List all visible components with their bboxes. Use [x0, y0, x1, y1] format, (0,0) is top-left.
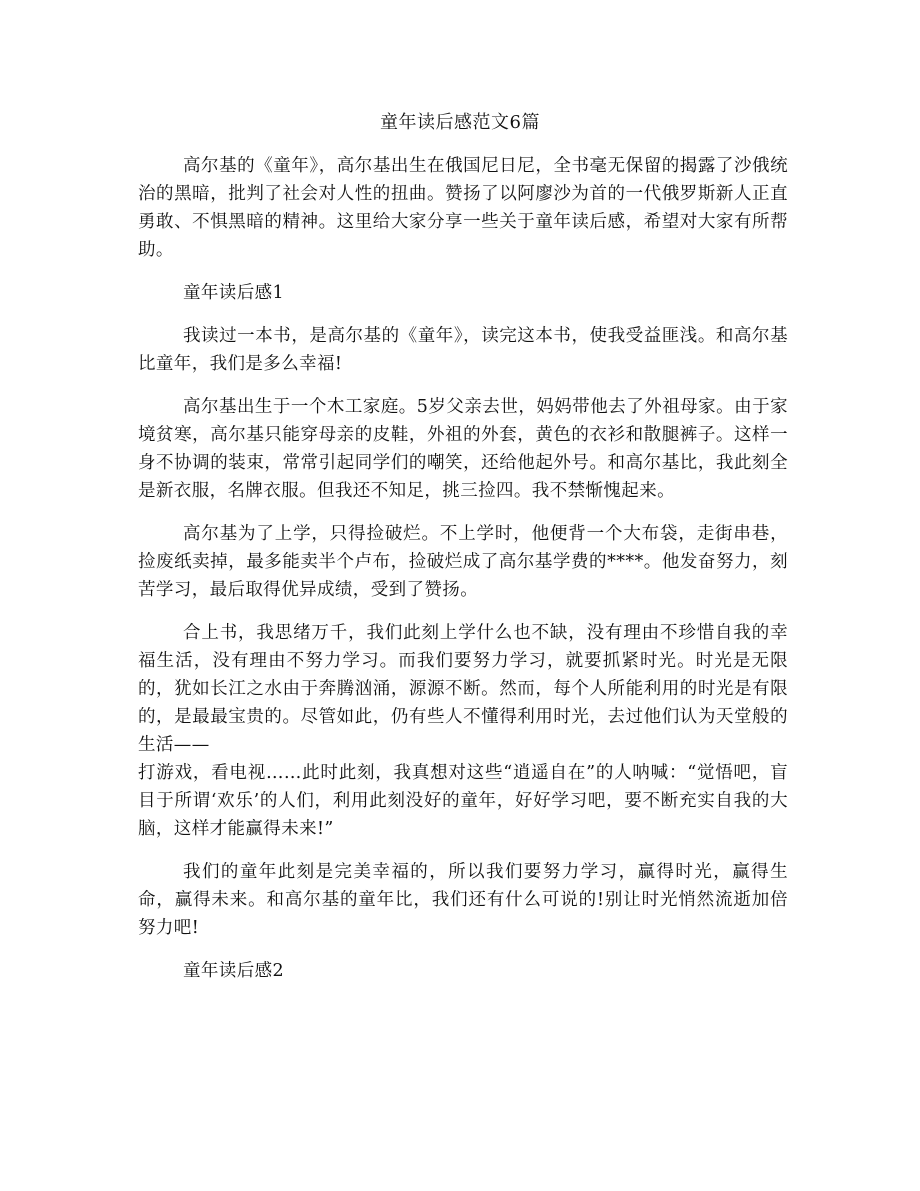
section-heading-1: 童年读后感1	[183, 283, 285, 303]
intro-paragraph: 高尔基的《童年》，高尔基出生在俄国尼日尼，全书毫无保留的揭露了沙俄统治的黑暗，批判了社会对人性的扭曲。赞扬了以阿廖沙为首的一代俄罗斯新人正直勇敢、不惧黑暗的精神。这里给大家分享一些关于童年读后感，希望对大家有所帮助。	[138, 156, 788, 260]
section-heading-2: 童年读后感2	[183, 961, 285, 981]
paragraph-2: 高尔基出生于一个木工家庭。5岁父亲去世，妈妈带他去了外祖母家。由于家境贫寒，高尔基只能穿母亲的皮鞋，外祖的外套，黄色的衣衫和散腿裤子。这样一身不协调的装束，常常引起同学们的嘲笑，还给他起外号。和高尔基比，我此刻全是新衣服，名牌衣服。但我还不知足，挑三捡四。我不禁惭愧起来。	[138, 397, 788, 501]
paragraph-4-part-2: 打游戏，看电视……此时此刻，我真想对这些“逍遥自在”的人呐喊：“觉悟吧，盲目于所谓‘欢乐’的人们，利用此刻没好的童年，好好学习吧，要不断充实自我的大脑，这样才能赢得未来!”	[138, 763, 788, 839]
paragraph-5: 我们的童年此刻是完美幸福的，所以我们要努力学习，赢得时光，赢得生命，赢得未来。和高尔基的童年比，我们还有什么可说的!别让时光悄然流逝加倍努力吧!	[138, 862, 788, 938]
document-body	[138, 152, 788, 1000]
paragraph-1: 我读过一本书，是高尔基的《童年》，读完这本书，使我受益匪浅。和高尔基比童年，我们是多么幸福!	[138, 326, 788, 374]
paragraph-4	[138, 619, 788, 843]
paragraph-4-part-1: 合上书，我思绪万千，我们此刻上学什么也不缺，没有理由不珍惜自我的幸福生活，没有理由不努力学习。而我们要努力学习，就要抓紧时光。时光是无限的，犹如长江之水由于奔腾汹涌，源源不断。然而，每个人所能利用的时光是有限的，是最最宝贵的。尽管如此，仍有些人不懂得利用时光，去过他们认为天堂般的生活——	[138, 623, 788, 755]
document-title: 童年读后感范文6篇	[380, 112, 540, 133]
paragraph-3: 高尔基为了上学，只得捡破烂。不上学时，他便背一个大布袋，走街串巷，捡废纸卖掉，最多能卖半个卢布，捡破烂成了高尔基学费的****。他发奋努力，刻苦学习，最后取得优异成绩，受到了赞扬。	[138, 524, 788, 600]
